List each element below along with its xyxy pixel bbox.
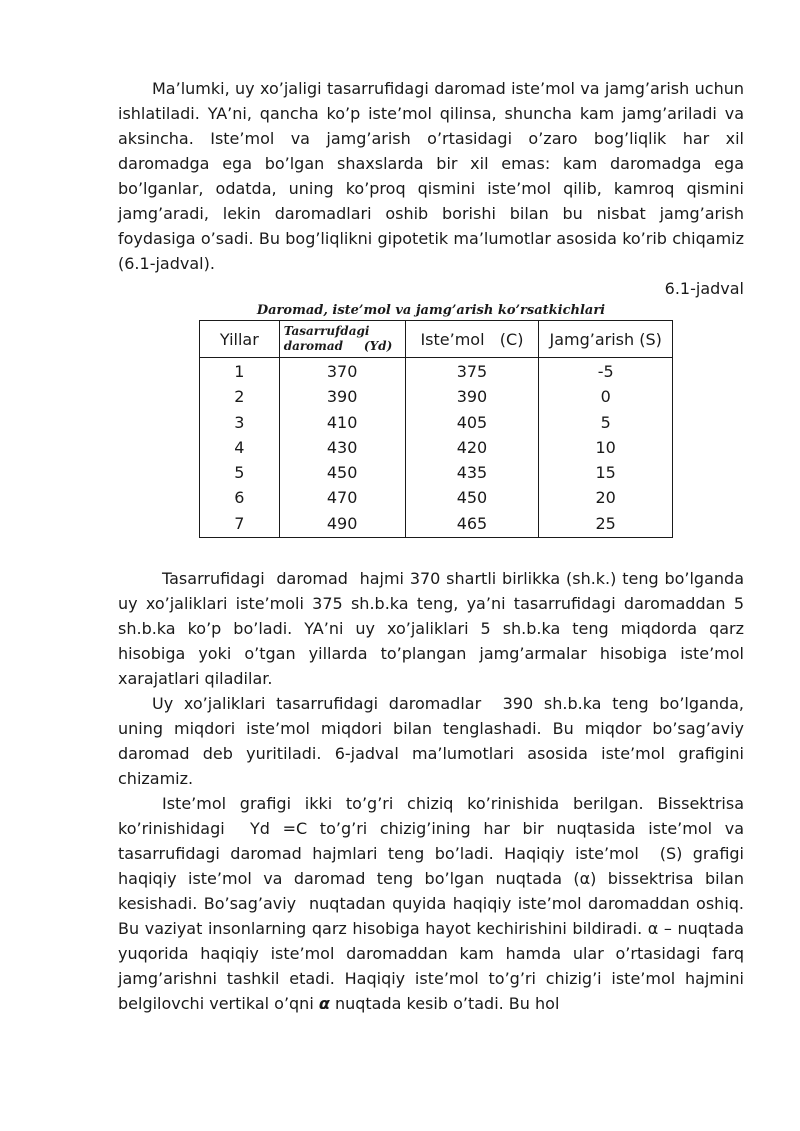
header-income-line2: daromad (Yd) bbox=[283, 339, 393, 353]
data-table bbox=[199, 320, 673, 538]
cell-saving: 25 bbox=[539, 511, 673, 538]
paragraph-graph-text-b: nuqtada kesib o’tadi. Bu hol bbox=[334, 994, 560, 1014]
paragraph-graph-text-a: Iste’mol grafigi ikki to’g’ri chiziq ko’rinishida berilgan. Bissektrisa ko’rinishidagi Yd =C to’g’ri chizig’ining har bir nuqtasida iste’mol va tasarrufidagi daromad hajmlari teng bo’ladi. Haqiqiy iste’mol (S) grafigi haqiqiy iste’mol va daromad teng bo’lgan nuqtada (α) bissektrisa bilan kesishadi. Bo’sag’aviy nuqtadan quyida haqiqiy iste’mol daromaddan oshiq. Bu vaziyat insonlarning qarz hisobiga hayot kechirishini bildiradi. α – nuqtada yuqorida haqiqiy iste’mol daromaddan kam hamda ular o’rtasidagi farq jamg’arishni tashkil etadi. Haqiqiy iste’mol to’g’ri chizig’i iste’mol hajmini belgilovchi vertikal o’qni bbox=[118, 794, 750, 1014]
header-saving: Jamg’arish (S) bbox=[539, 321, 673, 358]
paragraph-intro: Ma’lumki, uy xo’jaligi tasarrufidagi daromad iste’mol va jamg’arish uchun ishlatiladi. YA’ni, qancha ko’p iste’mol qilinsa, shuncha kam jamg’ariladi va aksincha. Iste’mol va jamg’arish o’rtasidagi o’zaro bog’liqlik har xil daromadga ega bo’lgan shaxslarda bir xil emas: kam daromadga ega bo’lganlar, odatda, uning ko’proq qismini iste’mol qilib, kamroq qismini jamg’aradi, lekin daromadlari oshib borishi bilan bu nisbat jamg’arish foydasiga o’sadi. Bu bog’liqlikni gipotetik ma’lumotlar asosida ko’rib chiqamiz (6.1-jadval). bbox=[118, 79, 744, 273]
cell-saving: 20 bbox=[539, 485, 673, 510]
table-row bbox=[200, 384, 673, 409]
table-row bbox=[200, 485, 673, 510]
header-year: Yillar bbox=[200, 321, 280, 358]
cell-income: 410 bbox=[279, 410, 405, 435]
cell-income: 390 bbox=[279, 384, 405, 409]
cell-income: 370 bbox=[279, 358, 405, 385]
paragraph-explanation: Tasarrufidagi daromad hajmi 370 shartli birlikka (sh.k.) teng bo’lganda uy xo’jaliklari iste’moli 375 sh.b.ka teng, ya’ni tasarrufidagi daromaddan 5 sh.b.ka ko’p bo’ladi. YA’ni uy xo’jaliklari 5 sh.b.ka teng miqdorda qarz hisobiga yoki o’tgan yillarda to’plangan jamg’armalar hisobiga iste’mol xarajatlari qiladilar. bbox=[118, 569, 750, 689]
cell-consumption: 405 bbox=[405, 410, 539, 435]
header-income-line1: Tasarrufdagi bbox=[283, 324, 370, 338]
cell-consumption: 420 bbox=[405, 435, 539, 460]
cell-year: 1 bbox=[200, 358, 280, 385]
cell-year: 3 bbox=[200, 410, 280, 435]
cell-year: 2 bbox=[200, 384, 280, 409]
table-number: 6.1-jadval bbox=[664, 279, 744, 298]
paragraph-graph bbox=[118, 791, 750, 1016]
document-page bbox=[118, 76, 750, 1016]
cell-saving: 15 bbox=[539, 460, 673, 485]
cell-year: 6 bbox=[200, 485, 280, 510]
table-row bbox=[200, 511, 673, 538]
cell-year: 7 bbox=[200, 511, 280, 538]
cell-saving: -5 bbox=[539, 358, 673, 385]
cell-year: 4 bbox=[200, 435, 280, 460]
cell-income: 470 bbox=[279, 485, 405, 510]
cell-consumption: 390 bbox=[405, 384, 539, 409]
cell-consumption: 450 bbox=[405, 485, 539, 510]
cell-saving: 0 bbox=[539, 384, 673, 409]
cell-saving: 5 bbox=[539, 410, 673, 435]
table-row bbox=[200, 460, 673, 485]
header-consumption: Iste’mol (C) bbox=[405, 321, 539, 358]
paragraph-threshold: Uy xo’jaliklari tasarrufidagi daromadlar 390 sh.b.ka teng bo’lganda, uning miqdori iste’mol miqdori bilan tenglashadi. Bu miqdor bo’sag’aviy daromad deb yuritiladi. 6-jadval ma’lumotlari asosida iste’mol grafigini chizamiz. bbox=[118, 694, 750, 789]
table-row bbox=[200, 410, 673, 435]
table-row bbox=[200, 358, 673, 385]
table-row bbox=[200, 435, 673, 460]
header-income bbox=[279, 321, 405, 358]
table-caption: Daromad, iste’mol va jamg’arish ko’rsatkichlari bbox=[256, 303, 606, 318]
cell-income: 490 bbox=[279, 511, 405, 538]
cell-income: 430 bbox=[279, 435, 405, 460]
cell-consumption: 435 bbox=[405, 460, 539, 485]
table-header-row bbox=[200, 321, 673, 358]
cell-income: 450 bbox=[279, 460, 405, 485]
cell-year: 5 bbox=[200, 460, 280, 485]
cell-saving: 10 bbox=[539, 435, 673, 460]
alpha-symbol: α bbox=[318, 994, 330, 1014]
cell-consumption: 465 bbox=[405, 511, 539, 538]
cell-consumption: 375 bbox=[405, 358, 539, 385]
